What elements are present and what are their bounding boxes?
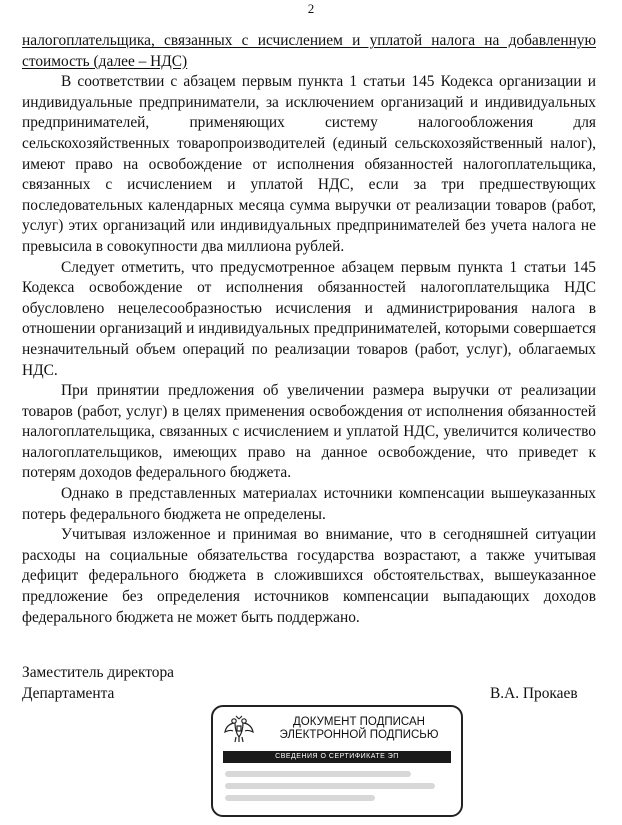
stamp-title bbox=[261, 716, 457, 742]
paragraph-note: Следует отметить, что предусмотренное абзацем первым пункта 1 статьи 145 Кодекса освобождение от исполнения обязанностей налогоплательщика НДС обусловлено нецелесообразностью исчисления и администрирования налога в отношении организаций и индивидуальных предпринимателей, которыми совершается незначительный объем операций по реализации товаров (работ, услуг), облагаемых НДС. bbox=[22, 258, 596, 379]
double-headed-eagle-icon bbox=[223, 713, 255, 745]
redacted-line bbox=[225, 783, 435, 789]
certificate-header: СВЕДЕНИЯ О СЕРТИФИКАТЕ ЭП bbox=[223, 751, 451, 763]
page-number: 2 bbox=[307, 1, 315, 16]
signatory-position-line2: Департамента bbox=[22, 685, 115, 702]
electronic-signature-stamp bbox=[211, 705, 463, 817]
paragraph-conclusion: Учитывая изложенное и принимая во внимание, что в сегодняшней ситуации расходы на социальные обязательства государства возрастают, а также учитывая дефицит федерального бюджета в сложившихся обстоятельствах, вышеуказанное предложение без определения источников компенсации выпадающих доходов федерального бюджета не может быть поддержано. bbox=[22, 526, 596, 626]
paragraph-compensation: Однако в представленных материалах источники компенсации вышеуказанных потерь федерального бюджета не определены. bbox=[22, 485, 596, 523]
document-body bbox=[22, 31, 596, 628]
stamp-title-line2: ЭЛЕКТРОННОЙ ПОДПИСЬЮ bbox=[279, 729, 439, 741]
paragraph-proposal: При принятии предложения об увеличении размера выручки от реализации товаров (работ, услуг) в целях применения освобождения от исполнения обязанностей налогоплательщика, связанных с исчислением и уплатой НДС, увеличится количество налогоплательщиков, имеющих право на данное освобождение, что приведет к потерям доходов федерального бюджета. bbox=[22, 382, 596, 482]
signatory-position-line1: Заместитель директора bbox=[22, 664, 175, 681]
redacted-line bbox=[225, 771, 411, 777]
signatory-position bbox=[22, 662, 174, 704]
redacted-line bbox=[225, 795, 375, 801]
signatory-name: В.А. Прокаев bbox=[490, 685, 578, 702]
stamp-title-line1: ДОКУМЕНТ ПОДПИСАН bbox=[293, 716, 425, 728]
paragraph-continuation: налогоплательщика, связанных с исчислением и уплатой налога на добавленную стоимость (далее – НДС) bbox=[22, 32, 596, 70]
paragraph-article-145: В соответствии с абзацем первым пункта 1 статьи 145 Кодекса организации и индивидуальные предприниматели, за исключением организаций и индивидуальных предпринимателей, применяющих систему налогообложения для сельскохозяйственных товаропроизводителей (единый сельскохозяйственный налог), имеют право на освобождение от исполнения обязанностей налогоплательщика, связанных с исчислением и уплатой НДС, если за три предшествующих последовательных календарных месяца сумма выручки от реализации товаров (работ, услуг) этих организаций или индивидуальных предпринимателей без учета налога не превысила в совокупности два миллиона рублей. bbox=[22, 73, 596, 255]
